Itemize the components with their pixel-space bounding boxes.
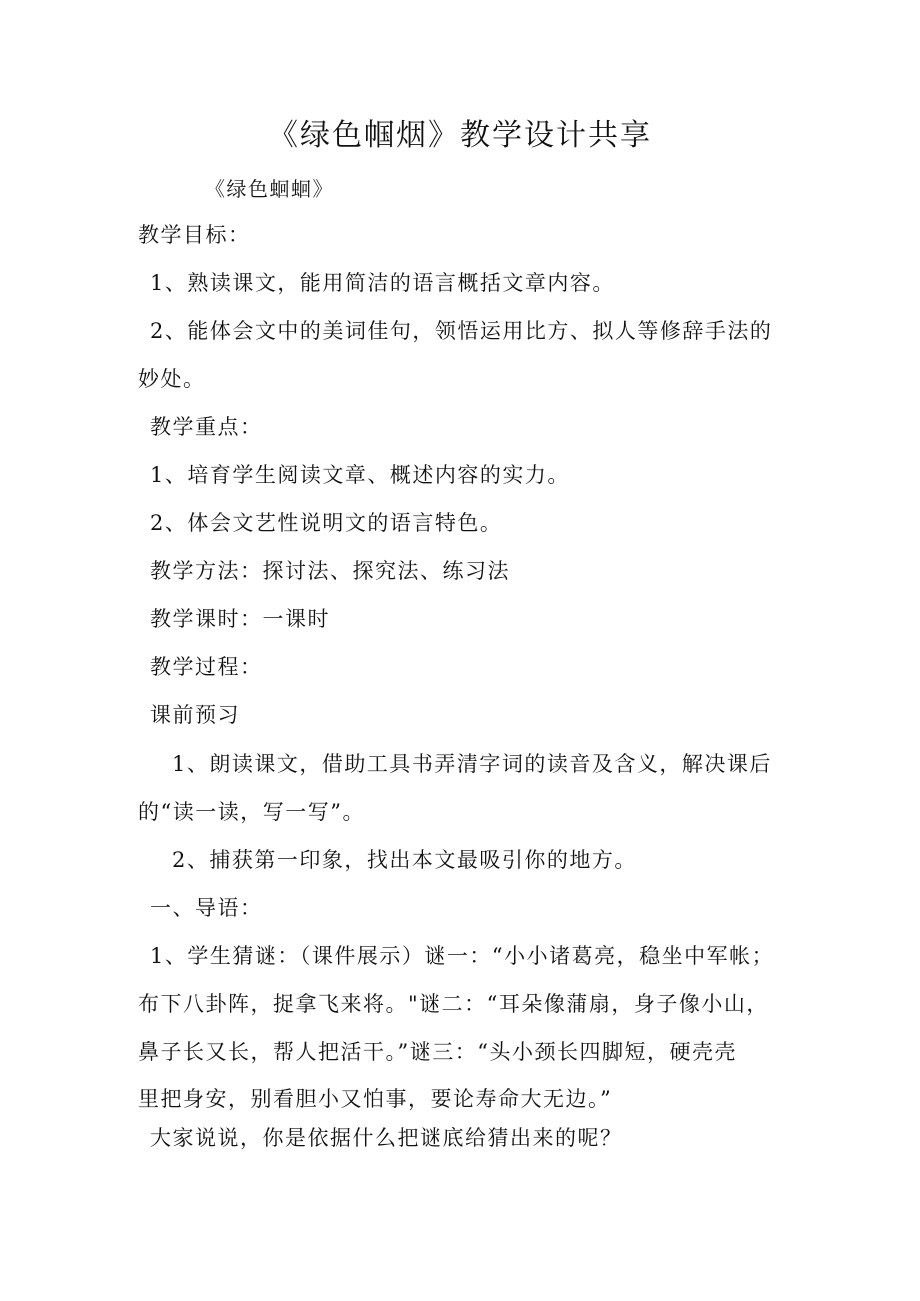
text-line: 鼻子长又长，帮人把活干。”谜三：“头小颈长四脚短，硬壳壳: [138, 1040, 737, 1064]
text-line: 1、熟读课文，能用简洁的语言概括文章内容。: [150, 271, 615, 295]
text-line: 教学课时：一课时: [150, 607, 330, 631]
text-line: 1、朗读课文，借助工具书弄清字词的读音及含义，解决课后: [172, 752, 772, 776]
text-line: 2、捕获第一印象，找出本文最吸引你的地方。: [172, 848, 637, 872]
text-line: 教学方法：探讨法、探究法、练习法: [150, 559, 510, 583]
text-line: 妙处。: [138, 367, 206, 391]
text-line: 教学过程：: [150, 655, 263, 679]
document-subtitle: 《绿色蛔蛔》: [205, 177, 334, 201]
text-line: 课前预习: [150, 703, 240, 727]
text-line: 布下八卦阵，捉拿飞来将。"谜二：“耳朵像蒲扇，身子像小山，: [138, 992, 769, 1016]
text-line: 2、体会文艺性说明文的语言特色。: [150, 511, 503, 535]
text-line: 2、能体会文中的美词佳句，领悟运用比方、拟人等修辞手法的: [150, 319, 773, 343]
text-line: 1、学生猜谜：（课件展示）谜一：“小小诸葛亮，稳坐中军帐；: [150, 944, 775, 968]
text-line: 的“读一读，写一写”。: [138, 800, 365, 824]
document-title: 《绿色帼烟》教学设计共享: [268, 118, 652, 153]
text-line: 大家说说，你是依据什么把谜底给猜出来的呢？: [150, 1126, 623, 1150]
text-line: 里把身安，别看胆小又怕事，要论寿命大无边。”: [138, 1087, 613, 1111]
text-line: 一、导语：: [150, 896, 263, 920]
text-line: 教学目标：: [138, 223, 251, 247]
text-line: 教学重点：: [150, 415, 263, 439]
text-line: 1、培育学生阅读文章、概述内容的实力。: [150, 463, 570, 487]
